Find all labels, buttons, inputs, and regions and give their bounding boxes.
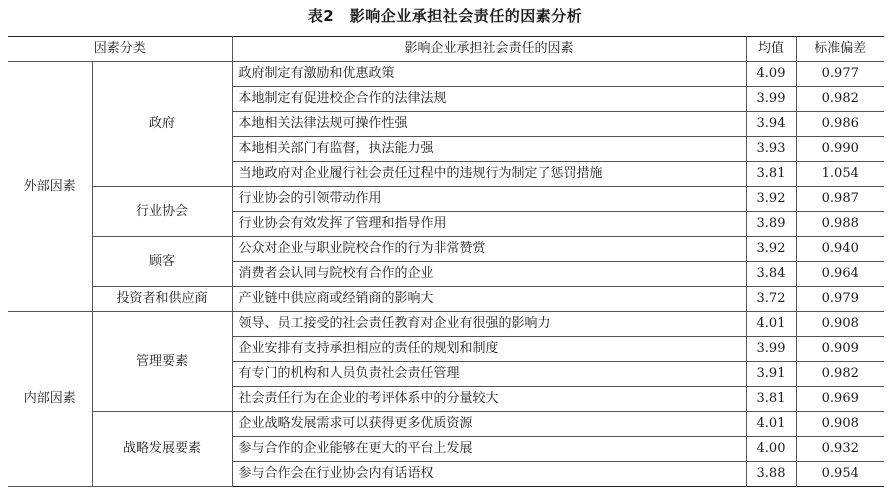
sd-cell: 0.987 xyxy=(796,187,884,212)
factor-cell: 本地相关部门有监督，执法能力强 xyxy=(232,137,746,162)
factor-cell: 政府制定有激励和优惠政策 xyxy=(232,62,746,87)
mean-cell: 4.09 xyxy=(746,62,796,87)
sd-cell: 0.982 xyxy=(796,87,884,112)
factor-cell: 有专门的机构和人员负责社会责任管理 xyxy=(232,362,746,387)
sd-cell: 0.908 xyxy=(796,312,884,337)
header-row xyxy=(8,37,884,62)
sd-cell: 0.964 xyxy=(796,262,884,287)
sd-cell: 1.054 xyxy=(796,162,884,187)
mean-cell: 3.84 xyxy=(746,262,796,287)
mean-cell: 3.94 xyxy=(746,112,796,137)
sd-cell: 0.932 xyxy=(796,437,884,462)
mean-cell: 3.93 xyxy=(746,137,796,162)
sd-cell: 0.969 xyxy=(796,387,884,412)
group-label: 外部因素 xyxy=(8,62,92,312)
factor-cell: 企业战略发展需求可以获得更多优质资源 xyxy=(232,412,746,437)
header-factor: 影响企业承担社会责任的因素 xyxy=(232,37,746,62)
factor-cell: 领导、员工接受的社会责任教育对企业有很强的影响力 xyxy=(232,312,746,337)
mean-cell: 3.92 xyxy=(746,187,796,212)
factor-cell: 消费者会认同与院校有合作的企业 xyxy=(232,262,746,287)
sd-cell: 0.908 xyxy=(796,412,884,437)
table-row xyxy=(8,287,884,312)
mean-cell: 3.92 xyxy=(746,237,796,262)
factor-cell: 公众对企业与职业院校合作的行为非常赞赏 xyxy=(232,237,746,262)
mean-cell: 4.01 xyxy=(746,412,796,437)
factor-cell: 当地政府对企业履行社会责任过程中的违规行为制定了惩罚措施 xyxy=(232,162,746,187)
subgroup-label: 管理要素 xyxy=(92,312,232,412)
mean-cell: 3.81 xyxy=(746,387,796,412)
table-row xyxy=(8,62,884,87)
subgroup-label: 行业协会 xyxy=(92,187,232,237)
sd-cell: 0.988 xyxy=(796,212,884,237)
mean-cell: 4.00 xyxy=(746,437,796,462)
table-body xyxy=(8,62,884,487)
table-title: 表2 影响企业承担社会责任的因素分析 xyxy=(307,7,583,25)
subgroup-label: 投资者和供应商 xyxy=(92,287,232,312)
table-row xyxy=(8,412,884,437)
group-label: 内部因素 xyxy=(8,312,92,487)
subgroup-label: 政府 xyxy=(92,62,232,187)
factor-cell: 产业链中供应商或经销商的影响大 xyxy=(232,287,746,312)
factor-cell: 企业安排有支持承担相应的责任的规划和制度 xyxy=(232,337,746,362)
factor-cell: 行业协会有效发挥了管理和指导作用 xyxy=(232,212,746,237)
mean-cell: 3.89 xyxy=(746,212,796,237)
sd-cell: 0.940 xyxy=(796,237,884,262)
sd-cell: 0.990 xyxy=(796,137,884,162)
subgroup-label: 战略发展要素 xyxy=(92,412,232,487)
header-sd: 标准偏差 xyxy=(796,37,884,62)
factor-table xyxy=(8,36,884,487)
subgroup-label: 顾客 xyxy=(92,237,232,287)
header-mean: 均值 xyxy=(746,37,796,62)
mean-cell: 3.99 xyxy=(746,337,796,362)
factor-cell: 行业协会的引领带动作用 xyxy=(232,187,746,212)
mean-cell: 3.99 xyxy=(746,87,796,112)
sd-cell: 0.977 xyxy=(796,62,884,87)
sd-cell: 0.954 xyxy=(796,462,884,487)
table-row xyxy=(8,237,884,262)
mean-cell: 3.88 xyxy=(746,462,796,487)
mean-cell: 4.01 xyxy=(746,312,796,337)
mean-cell: 3.81 xyxy=(746,162,796,187)
sd-cell: 0.982 xyxy=(796,362,884,387)
table-row xyxy=(8,187,884,212)
mean-cell: 3.72 xyxy=(746,287,796,312)
factor-cell: 本地制定有促进校企合作的法律法规 xyxy=(232,87,746,112)
sd-cell: 0.909 xyxy=(796,337,884,362)
header-category: 因素分类 xyxy=(8,37,232,62)
factor-cell: 参与合作的企业能够在更大的平台上发展 xyxy=(232,437,746,462)
table-row xyxy=(8,312,884,337)
factor-cell: 参与合作会在行业协会内有话语权 xyxy=(232,462,746,487)
factor-cell: 本地相关法律法规可操作性强 xyxy=(232,112,746,137)
sd-cell: 0.979 xyxy=(796,287,884,312)
factor-cell: 社会责任行为在企业的考评体系中的分量较大 xyxy=(232,387,746,412)
sd-cell: 0.986 xyxy=(796,112,884,137)
mean-cell: 3.91 xyxy=(746,362,796,387)
